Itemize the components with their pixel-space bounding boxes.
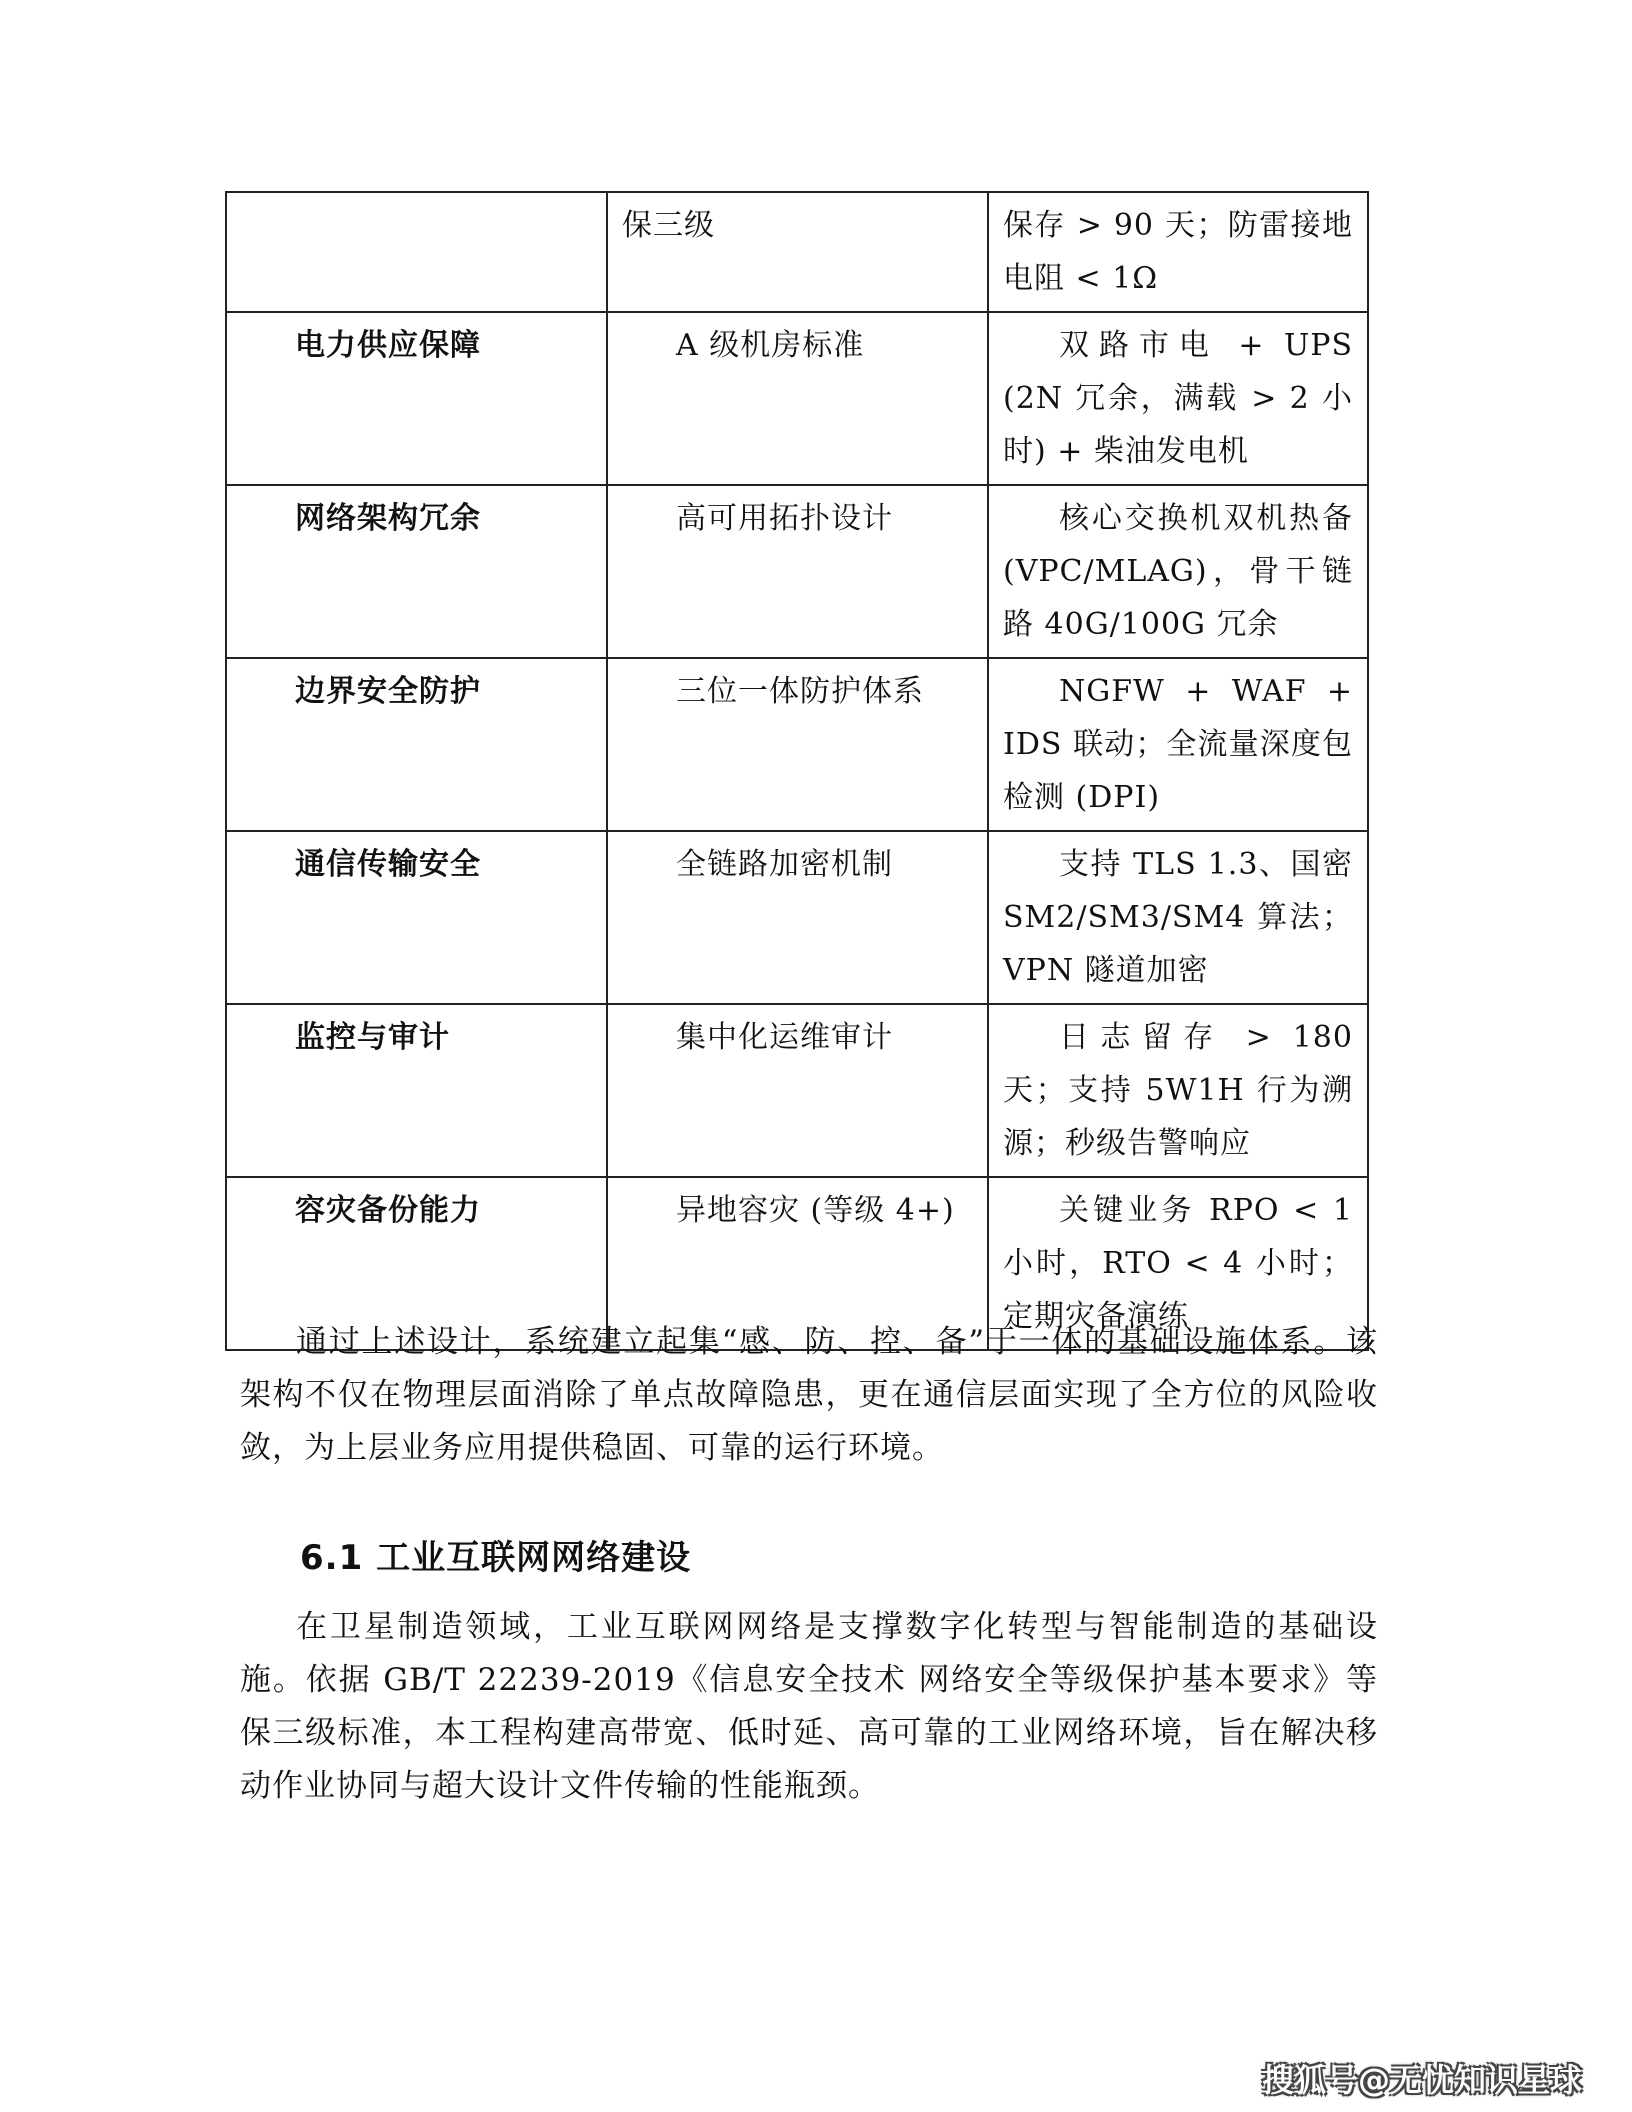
table-row — [226, 1004, 1368, 1177]
row-standard: 高可用拓扑设计 — [607, 485, 988, 658]
section-heading: 6.1 工业互联网网络建设 — [300, 1538, 692, 1578]
table-row — [226, 485, 1368, 658]
row-standard: 全链路加密机制 — [607, 831, 988, 1004]
row-standard: 异地容灾 (等级 4+) — [607, 1177, 988, 1350]
intro-paragraph: 在卫星制造领域，工业互联网网络是支撑数字化转型与智能制造的基础设施。依据 GB/T 22239-2019《信息安全技术 网络安全等级保护基本要求》等保三级标准，本工程构建高带宽、低时延、高可靠的工业网络环境，旨在解决移动作业协同与超大设计文件传输的性能瓶颈。 — [240, 1609, 1378, 1804]
row-standard: 保三级 — [607, 192, 988, 312]
row-requirement: NGFW + WAF + IDS 联动；全流量深度包检测 (DPI) — [988, 658, 1368, 831]
row-name: 通信传输安全 — [226, 831, 607, 1004]
row-requirement: 关键业务 RPO < 1 小时，RTO < 4 小时；定期灾备演练 — [988, 1177, 1368, 1350]
spec-table — [225, 191, 1369, 1351]
row-requirement: 日志留存 > 180 天；支持 5W1H 行为溯源；秒级告警响应 — [988, 1004, 1368, 1177]
row-standard: A 级机房标准 — [607, 312, 988, 485]
watermark: 搜狐号@无忧知识星球 — [1261, 2061, 1582, 2099]
table-row — [226, 312, 1368, 485]
summary-paragraph: 通过上述设计，系统建立起集“感、防、控、备”于一体的基础设施体系。该架构不仅在物理层面消除了单点故障隐患，更在通信层面实现了全方位的风险收敛，为上层业务应用提供稳固、可靠的运行环境。 — [240, 1324, 1378, 1466]
table-row — [226, 831, 1368, 1004]
row-name: 网络架构冗余 — [226, 485, 607, 658]
row-standard: 集中化运维审计 — [607, 1004, 988, 1177]
row-name — [226, 192, 607, 312]
table-row — [226, 192, 1368, 312]
row-requirement: 双路市电 + UPS (2N 冗余，满载 > 2 小时) + 柴油发电机 — [988, 312, 1368, 485]
row-requirement: 保存 > 90 天；防雷接地电阻 < 1Ω — [988, 192, 1368, 312]
row-requirement: 支持 TLS 1.3、国密 SM2/SM3/SM4 算法；VPN 隧道加密 — [988, 831, 1368, 1004]
row-name: 边界安全防护 — [226, 658, 607, 831]
row-name: 监控与审计 — [226, 1004, 607, 1177]
row-requirement: 核心交换机双机热备 (VPC/MLAG)，骨干链路 40G/100G 冗余 — [988, 485, 1368, 658]
row-name: 电力供应保障 — [226, 312, 607, 485]
row-name: 容灾备份能力 — [226, 1177, 607, 1350]
table-row — [226, 658, 1368, 831]
row-standard: 三位一体防护体系 — [607, 658, 988, 831]
